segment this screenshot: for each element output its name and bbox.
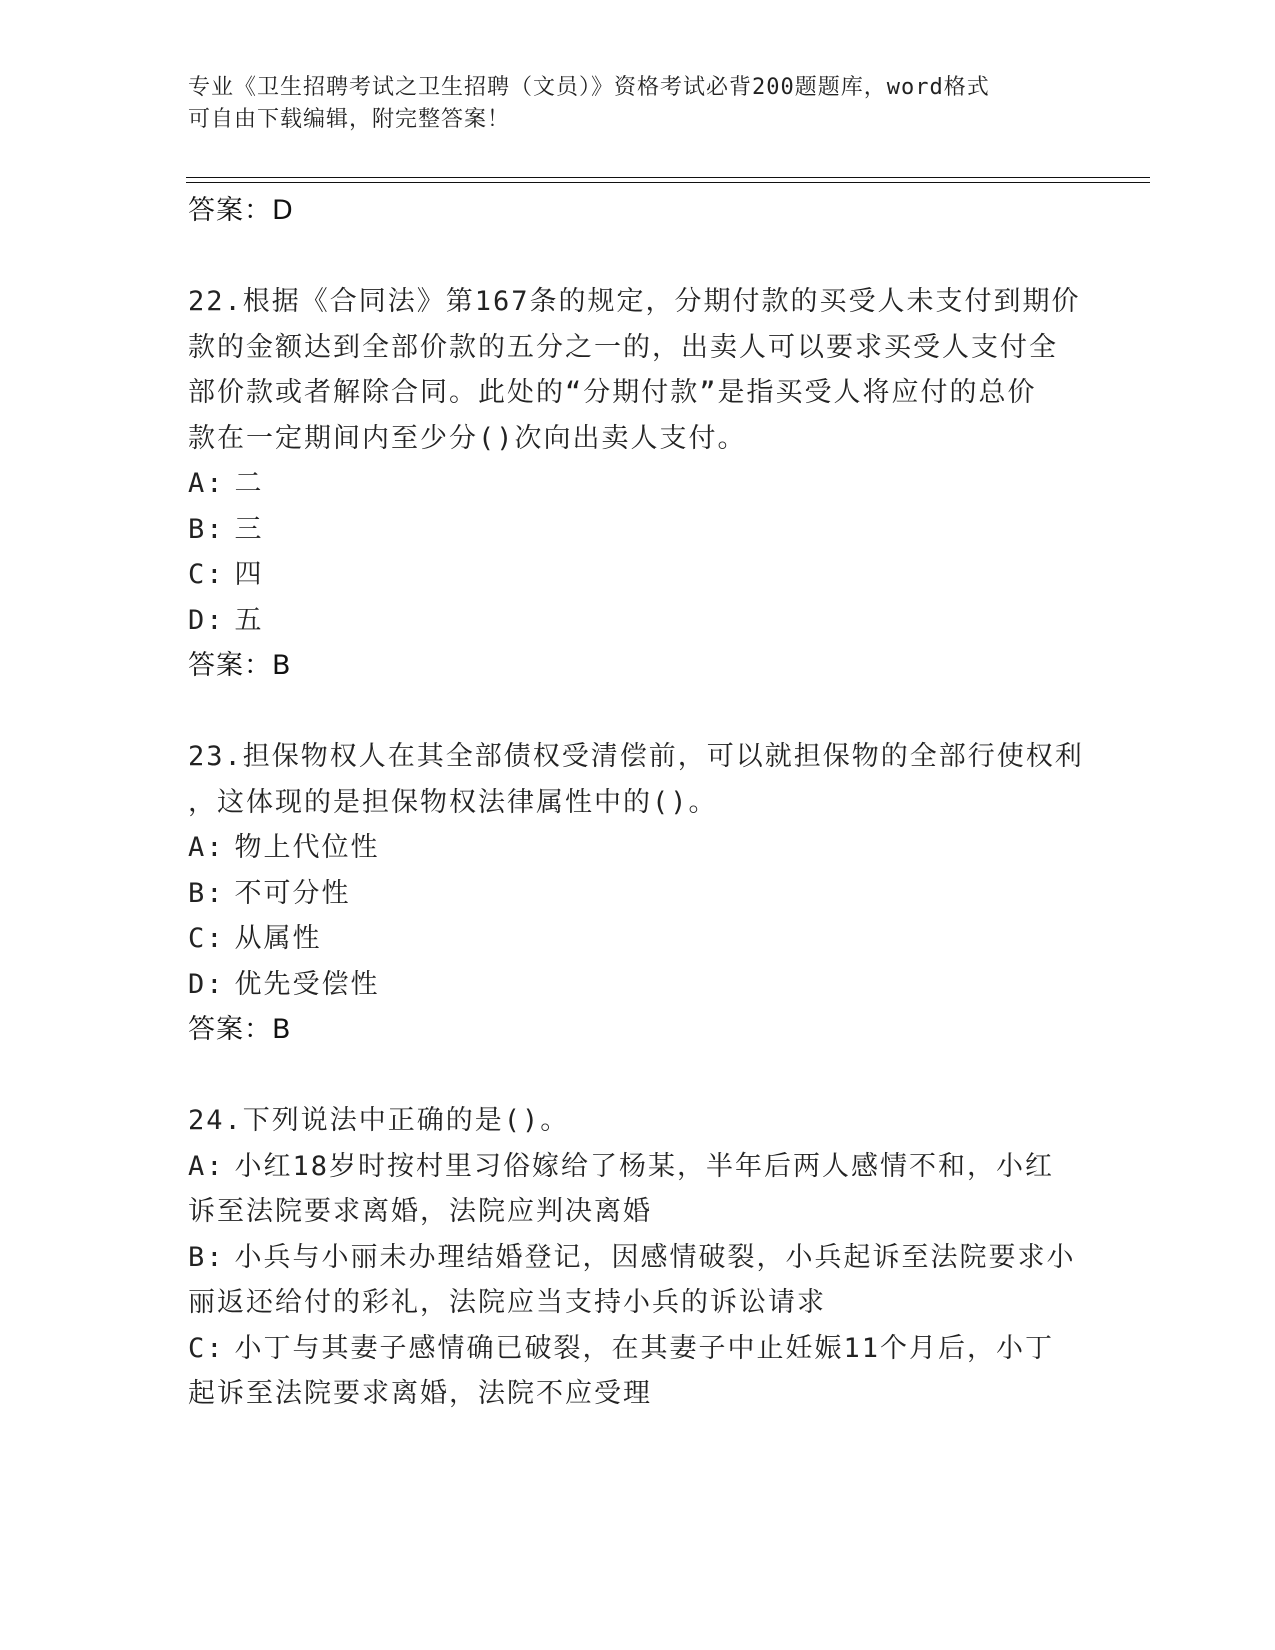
option-text: 小丁与其妻子感情确已破裂，在其妻子中止妊娠11个月后，小丁 <box>234 1332 1055 1364</box>
option-key: B: <box>188 877 225 909</box>
option-key: D: <box>188 604 225 636</box>
page-header <box>188 72 1068 136</box>
header-rule-bottom <box>186 182 1150 183</box>
question-22 <box>188 279 1088 689</box>
option-key: A: <box>188 1150 225 1182</box>
option-key: C: <box>188 923 225 954</box>
option-c <box>188 552 1088 598</box>
question-text-line: 款在一定期间内至少分()次向出卖人支付。 <box>188 422 747 454</box>
header-title-line-1: 专业《卫生招聘考试之卫生招聘（文员）》资格考试必背200题题库，word格式 <box>188 75 990 100</box>
option-d <box>188 598 1088 644</box>
option-key: B: <box>188 513 225 545</box>
option-key: C: <box>188 559 225 590</box>
header-rule-top <box>186 177 1150 178</box>
option-key: B: <box>188 1241 225 1273</box>
answer: 答案：B <box>188 650 292 681</box>
option-c <box>188 1326 1088 1372</box>
option-a-continued: 诉至法院要求离婚，法院应判决离婚 <box>188 1196 652 1227</box>
option-text: 二 <box>234 468 264 499</box>
option-d <box>188 962 1088 1008</box>
option-b <box>188 1235 1088 1281</box>
option-a <box>188 461 1088 507</box>
option-text: 不可分性 <box>234 877 351 909</box>
option-text: 小兵与小丽未办理结婚登记，因感情破裂，小兵起诉至法院要求小 <box>234 1241 1076 1273</box>
header-title-line-2: 可自由下载编辑，附完整答案！ <box>188 107 511 132</box>
question-24 <box>188 1098 1088 1417</box>
option-text: 从属性 <box>234 923 322 954</box>
option-text: 三 <box>234 513 264 545</box>
option-c-continued: 起诉至法院要求离婚，法院不应受理 <box>188 1378 652 1409</box>
option-b <box>188 507 1088 553</box>
option-text: 优先受偿性 <box>234 968 380 1000</box>
option-text: 四 <box>234 559 264 590</box>
option-a <box>188 1144 1088 1190</box>
question-text-line: 部价款或者解除合同。此处的“分期付款”是指买受人将应付的总价 <box>188 377 1037 408</box>
question-23 <box>188 734 1088 1053</box>
option-b <box>188 871 1088 917</box>
question-text-line: ，这体现的是担保物权法律属性中的()。 <box>188 786 718 818</box>
question-text-line: 22.根据《合同法》第167条的规定，分期付款的买受人未支付到期价 <box>188 286 1081 317</box>
question-list <box>188 188 1088 1417</box>
option-a <box>188 825 1088 871</box>
option-text: 小红18岁时按村里习俗嫁给了杨某，半年后两人感情不和，小红 <box>234 1150 1055 1182</box>
option-key: D: <box>188 968 225 1000</box>
option-key: C: <box>188 1332 225 1364</box>
option-c <box>188 916 1088 962</box>
option-key: A: <box>188 832 225 863</box>
option-text: 五 <box>234 604 264 636</box>
option-b-continued: 丽返还给付的彩礼，法院应当支持小兵的诉讼请求 <box>188 1287 826 1318</box>
question-text-line: 23.担保物权人在其全部债权受清偿前，可以就担保物的全部行使权利 <box>188 741 1084 772</box>
question-text-line: 款的金额达到全部价款的五分之一的，出卖人可以要求买受人支付全 <box>188 331 1058 363</box>
question-text-line: 24.下列说法中正确的是()。 <box>188 1105 570 1136</box>
previous-answer: 答案：D <box>188 195 294 226</box>
answer: 答案：B <box>188 1014 292 1045</box>
option-key: A: <box>188 468 225 499</box>
option-text: 物上代位性 <box>234 832 380 863</box>
